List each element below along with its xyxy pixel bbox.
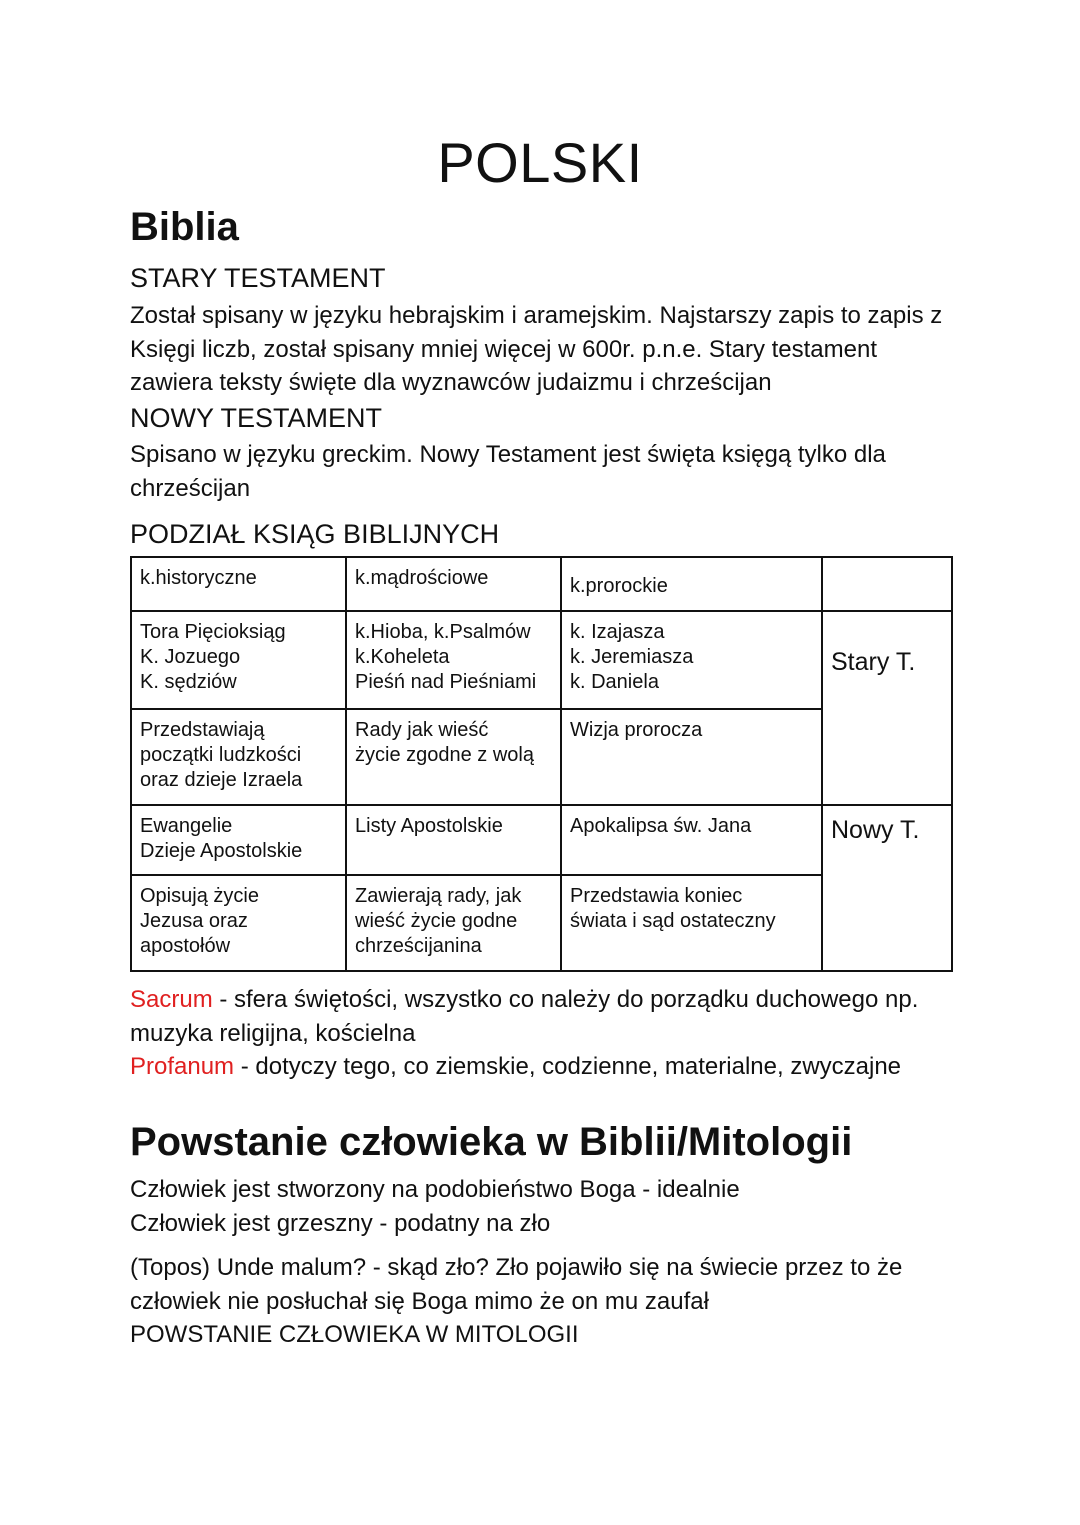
table-cell: Przedstawiają początki ludzkości oraz dzieje Izraela [131,709,346,805]
profanum-line [130,1050,960,1084]
header-historyczne: k.historyczne [131,557,346,611]
profanum-text: - dotyczy tego, co ziemskie, codzienne, materialne, zwyczajne [234,1053,902,1080]
stary-testament-heading: STARY TESTAMENT [130,263,386,293]
stary-testament-text [130,299,960,400]
side-label-stary: Stary T. [822,611,952,805]
sacrum-term: Sacrum [130,986,213,1013]
table-cell: k.Hioba, k.Psalmów k.Koheleta Pieśń nad Pieśniami [346,611,561,709]
podzial-heading: PODZIAŁ KSIĄG BIBLIJNYCH [130,519,500,549]
header-madrosciowe: k.mądrościowe [346,557,561,611]
table-cell: Apokalipsa św. Jana [561,805,822,875]
books-table [130,556,953,972]
powstanie-line-1: Człowiek jest stworzony na podobieństwo Boga - idealnie [130,1176,740,1203]
nowy-testament-paragraph: Spisano w języku greckim. Nowy Testament jest święta księgą tylko dla chrześcijan [130,441,886,502]
table-cell: Tora Pięcioksiąg K. Jozuego K. sędziów [131,611,346,709]
table-row [131,805,952,875]
table-cell: Wizja prorocza [561,709,822,805]
stary-testament-paragraph: Został spisany w języku hebrajskim i aramejskim. Najstarszy zapis to zapis z Księgi liczb, został spisany mniej więcej w 600r. p.n.e. Stary testament zawiera teksty święte dla wyznawców judaizmu i chrześcijan [130,302,943,396]
side-label-nowy: Nowy T. [822,805,952,971]
table-cell: Zawierają rady, jak wieść życie godne chrześcijanina [346,875,561,971]
table-header-row [131,557,952,611]
nowy-testament-heading: NOWY TESTAMENT [130,403,383,433]
mitologia-subheading: POWSTANIE CZŁOWIEKA W MITOLOGII [130,1321,579,1348]
sacrum-definition [130,983,960,1084]
page-title: POLSKI [437,131,643,194]
table-cell: Listy Apostolskie [346,805,561,875]
table-cell: Ewangelie Dzieje Apostolskie [131,805,346,875]
header-empty [822,557,952,611]
topos-block [130,1251,960,1352]
profanum-term: Profanum [130,1053,235,1080]
header-prorockie: k.prorockie [561,557,822,611]
powstanie-lines [130,1173,960,1240]
sacrum-line [130,983,960,1050]
section-heading-biblia: Biblia [130,205,239,249]
topos-text: (Topos) Unde malum? - skąd zło? Zło pojawiło się na świecie przez to że człowiek nie posłuchał się Boga mimo że on mu zaufał [130,1254,903,1315]
table-cell: k. Izajasza k. Jeremiasza k. Daniela [561,611,822,709]
nowy-testament-text [130,438,960,505]
powstanie-line-2: Człowiek jest grzeszny - podatny na zło [130,1209,551,1237]
table-cell: Opisują życie Jezusa oraz apostołów [131,875,346,971]
table-cell: Rady jak wieść życie zgodne z wolą [346,709,561,805]
table-cell: Przedstawia koniec świata i sąd ostateczny [561,875,822,971]
sacrum-text: - sfera świętości, wszystko co należy do porządku duchowego np. muzyka religijna, kościelna [130,986,919,1047]
section-heading-powstanie: Powstanie człowieka w Biblii/Mitologii [130,1120,853,1164]
table-row [131,611,952,709]
